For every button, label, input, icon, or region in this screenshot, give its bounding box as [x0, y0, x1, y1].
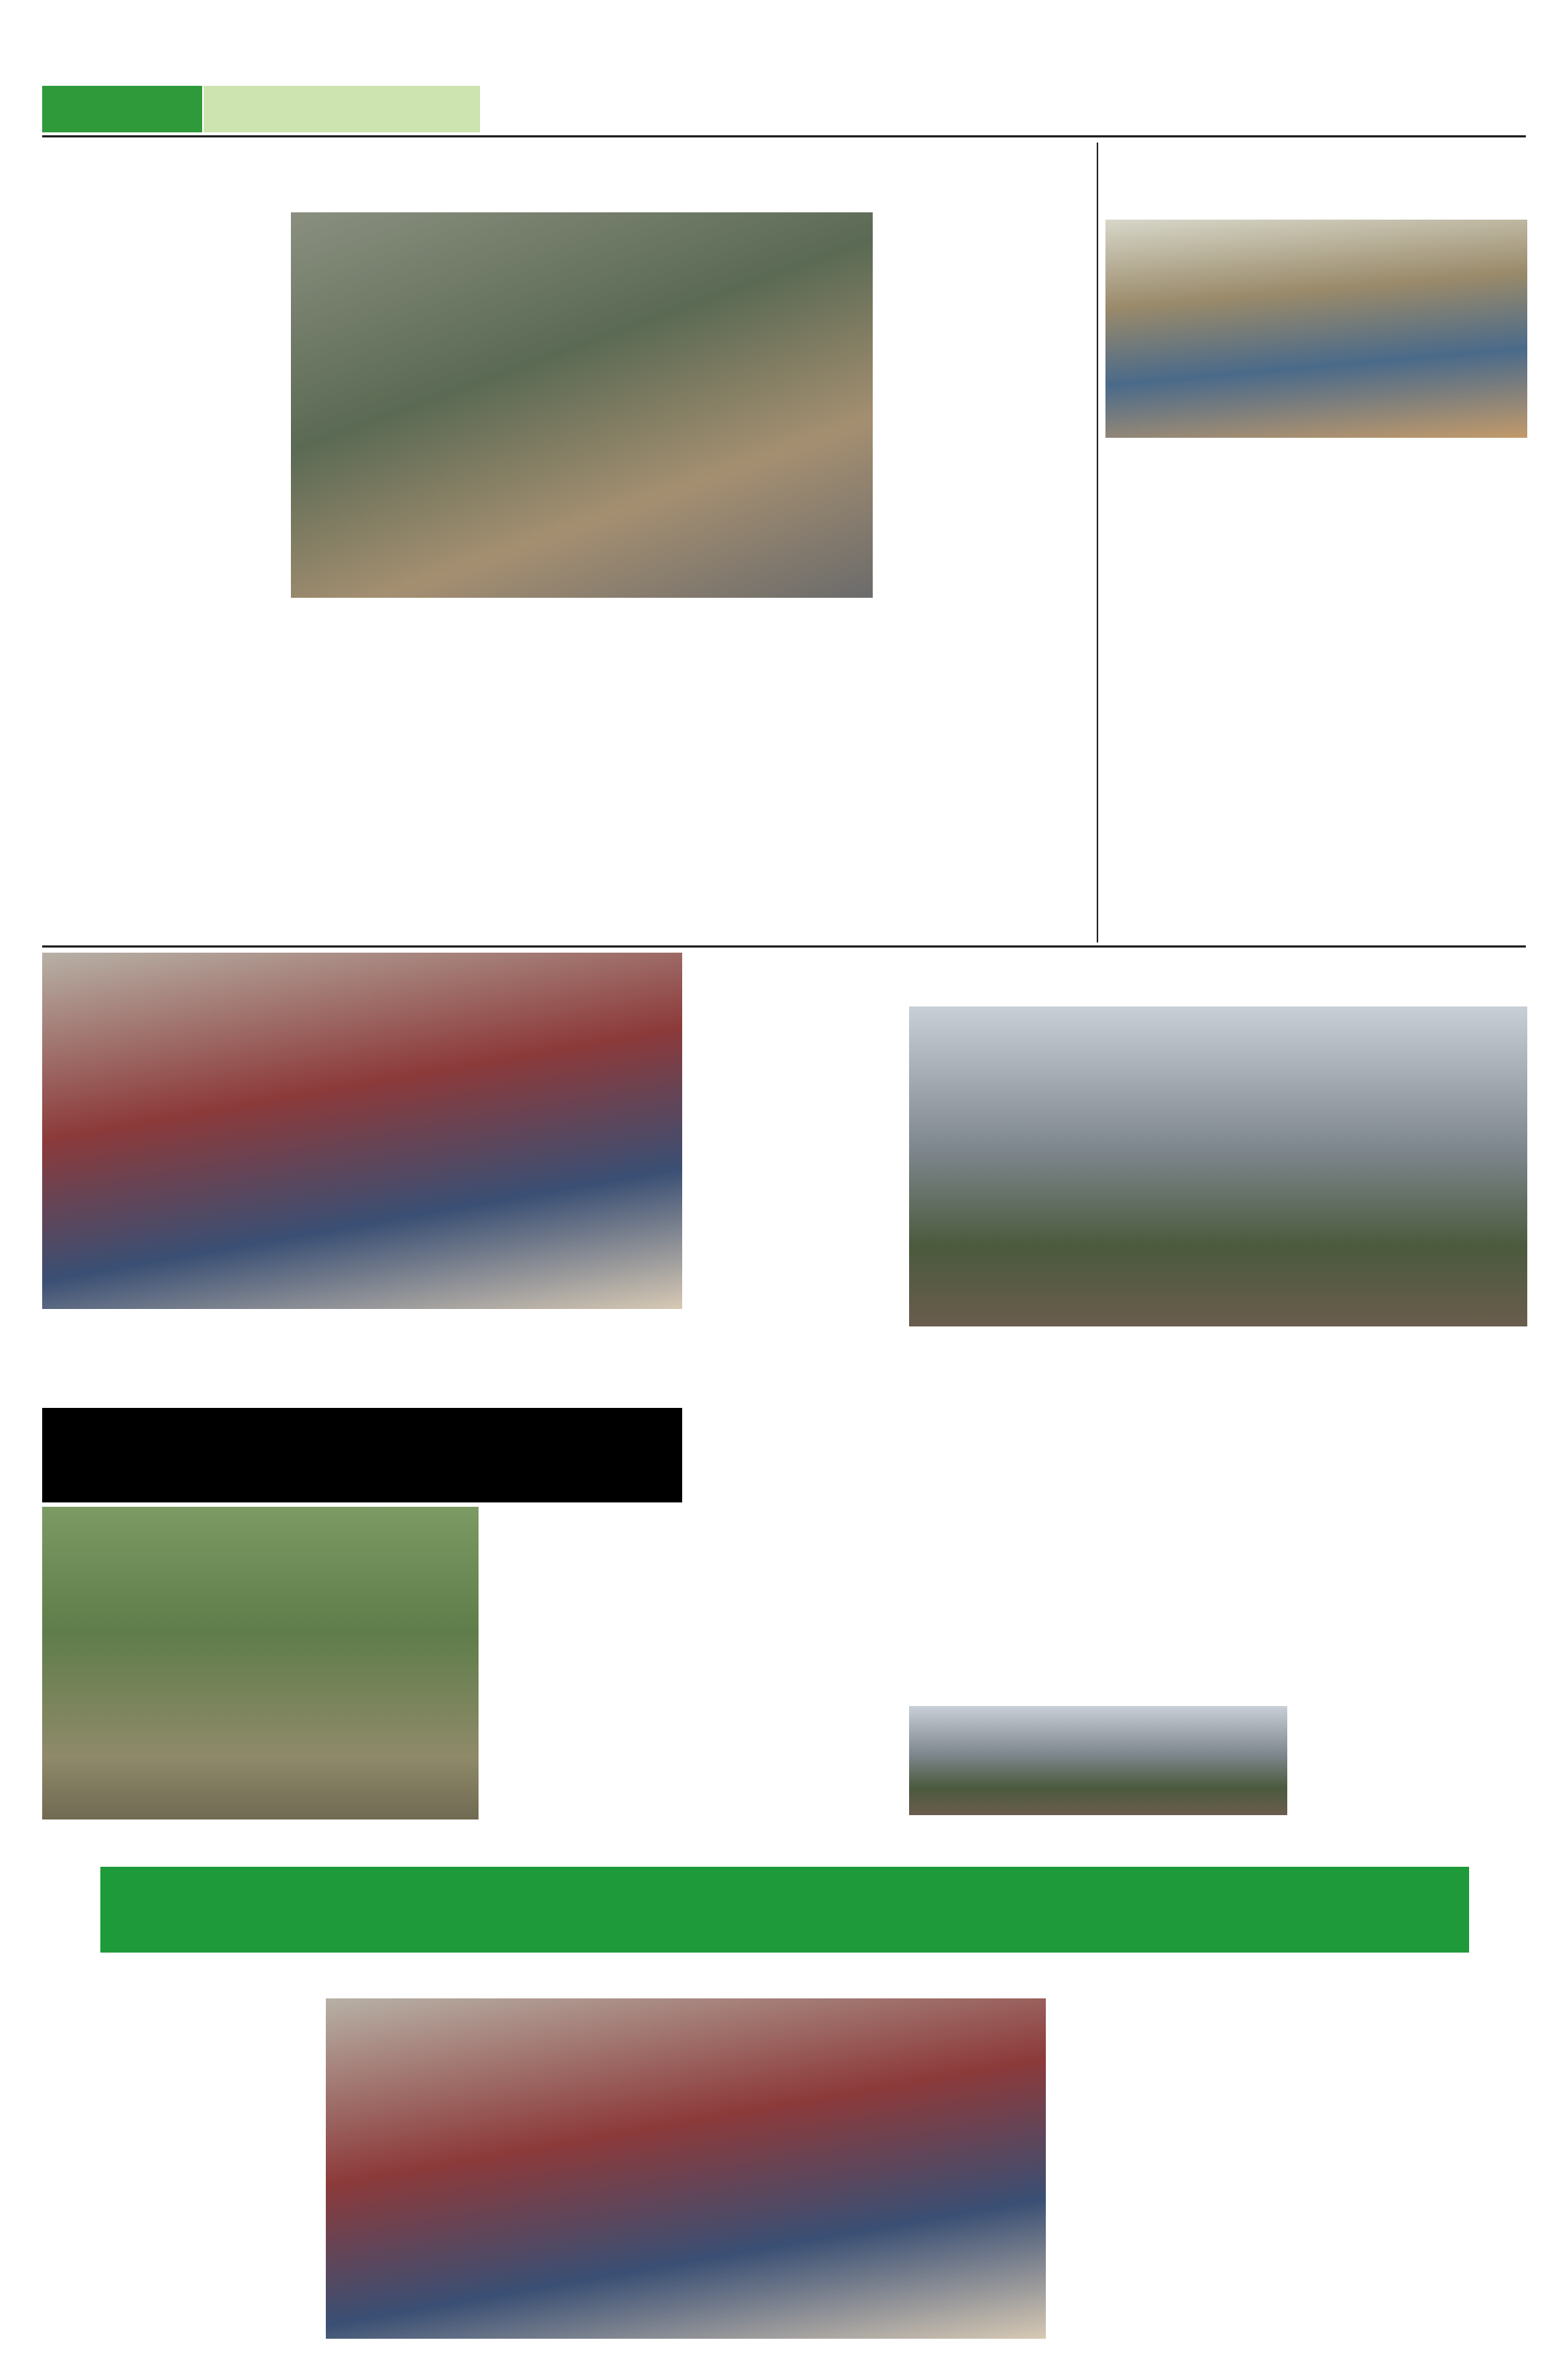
page-number-tag — [42, 86, 202, 132]
story8-col3 — [1265, 1961, 1469, 2339]
story5-photo-caption — [909, 1817, 1287, 1859]
story5-col1 — [691, 1706, 902, 1859]
story8-col2 — [1055, 1961, 1258, 2339]
story3-photo-caption — [909, 1328, 1527, 1374]
story8-banner — [100, 1867, 1469, 1953]
story1-col4 — [681, 650, 873, 941]
story3-col1-cont — [691, 1420, 902, 1590]
story1-col5 — [880, 212, 1091, 941]
story3-col4 — [1316, 1379, 1527, 1590]
story4-boxed-headline — [42, 1408, 682, 1502]
story5-col3 — [1295, 1706, 1527, 1859]
column-divider — [1097, 143, 1098, 942]
story1-photo — [291, 212, 873, 598]
masthead-logo — [655, 80, 960, 135]
story1-photo-caption — [291, 599, 873, 646]
story8-col1 — [100, 1961, 319, 2339]
story2-photo — [1105, 220, 1527, 438]
story4-photo — [42, 1507, 479, 1819]
story5-photo — [909, 1706, 1287, 1815]
story4-col1 — [42, 1822, 253, 1862]
section-name — [204, 86, 480, 132]
story1-col2 — [291, 650, 479, 941]
birthday-caption — [42, 1312, 682, 1402]
story3-photo — [909, 1006, 1527, 1326]
header-divider — [42, 135, 1526, 137]
story8-photo — [326, 1998, 1046, 2339]
story2-text — [1105, 444, 1527, 941]
birthday-photo — [42, 953, 682, 1309]
story2-headline-line2 — [1105, 177, 1527, 217]
story5-headline-red — [691, 1648, 1527, 1700]
story3-col3 — [1113, 1379, 1309, 1590]
story3-col2 — [909, 1379, 1105, 1590]
story1-col3 — [486, 650, 673, 941]
story1-col1 — [42, 212, 282, 940]
story5-headline-black — [691, 1597, 1527, 1649]
story4-col-right — [486, 1507, 682, 1819]
story1-headline — [42, 143, 1089, 209]
issue-date — [1149, 86, 1513, 132]
story3-headline — [691, 953, 1527, 1001]
story2-headline-line1 — [1105, 143, 1527, 182]
story3-col1 — [691, 1006, 902, 1414]
section-divider — [42, 945, 1526, 948]
story4-col3 — [479, 1822, 682, 1862]
story4-col2 — [260, 1822, 471, 1862]
